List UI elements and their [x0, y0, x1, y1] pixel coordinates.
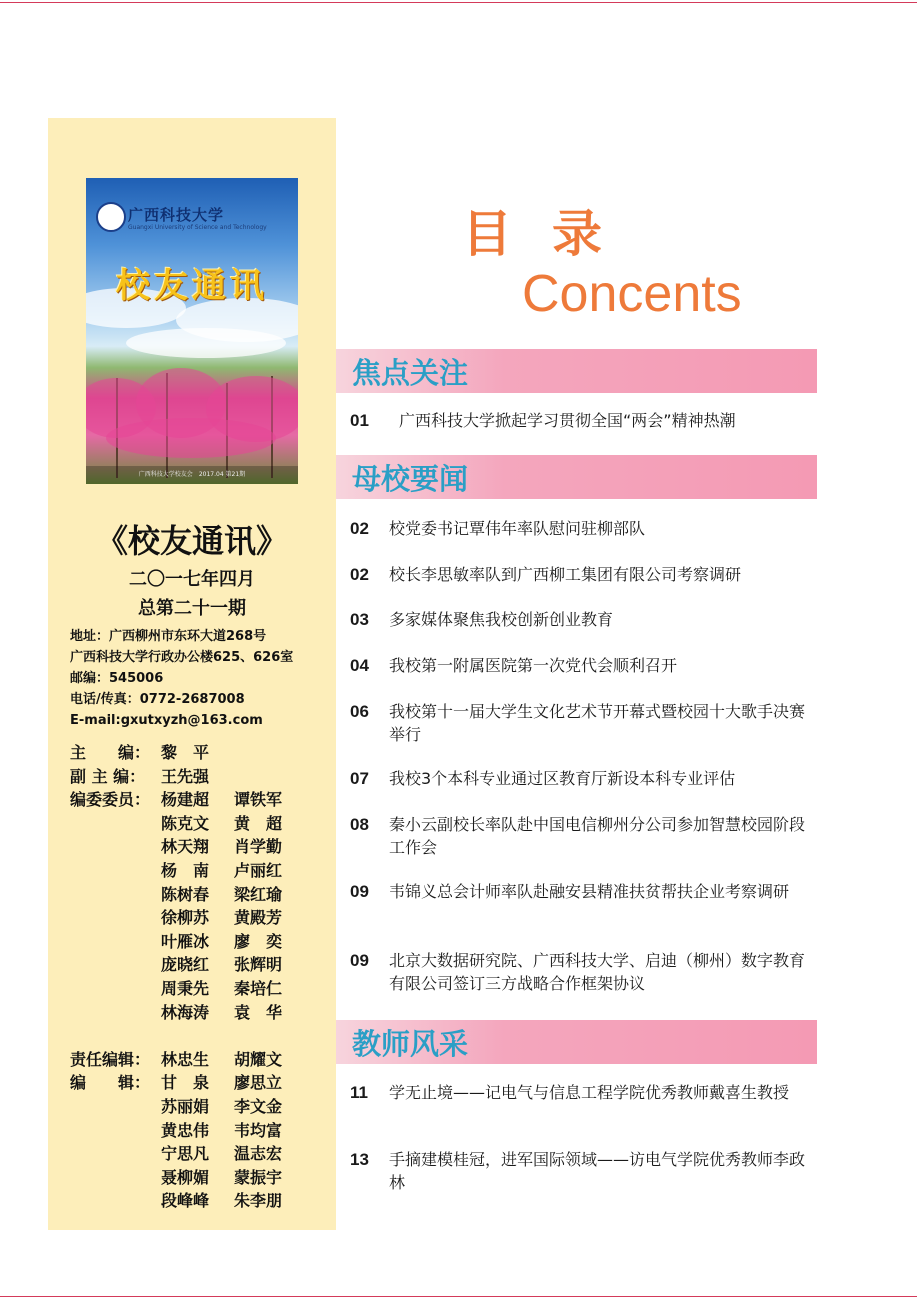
toc-page-number: 07: [350, 769, 369, 788]
toc-item-title: 秦小云副校长率队赴中国电信柳州分公司参加智慧校园阶段工作会: [389, 815, 806, 857]
toc-page-number: 11: [350, 1083, 368, 1102]
section-teacher-profiles: [336, 1020, 817, 1064]
staff-row: 叶雁冰 廖 奕: [161, 931, 283, 951]
staff-row: 庞晓红 张辉明: [161, 955, 283, 975]
cover-school-name: 广西科技大学: [128, 206, 225, 224]
staff-row: 林天翔 肖学勤: [161, 837, 283, 857]
toc-item-title: 校党委书记覃伟年率队慰问驻柳部队: [389, 519, 646, 538]
email: E-mail:gxutxyzh@163.com: [70, 713, 263, 728]
phone: 电话/传真：0772-2687008: [70, 692, 245, 707]
toc-item-title: 我校第十一届大学生文化艺术节开幕式暨校园十大歌手决赛举行: [389, 702, 806, 744]
staff-row: 陈树春 梁红瑜: [161, 884, 283, 904]
contact-info: [70, 626, 332, 731]
issue-date: 二〇一七年四月: [129, 569, 255, 590]
toc-item-title: 广西科技大学掀起学习贯彻全国“两会”精神热潮: [399, 411, 736, 430]
staff-row: 黄忠伟 韦均富: [161, 1120, 283, 1140]
staff-row-spacer: [70, 1023, 332, 1047]
staff-row: 责任编辑： 林忠生 胡耀文: [70, 1049, 283, 1069]
toc-item-title: 韦锦义总会计师率队赴融安县精准扶贫帮扶企业考察调研: [389, 882, 790, 901]
staff-row: 周秉先 秦培仁: [161, 978, 283, 998]
cover-footer: 广西科技大学校友会 2017.04 第21期: [86, 466, 298, 484]
staff-row: 宁思凡 温志宏: [161, 1144, 283, 1164]
address-line-2: 广西科技大学行政办公楼625、626室: [70, 650, 294, 665]
toc-page-number: 08: [350, 815, 369, 834]
address-line-1: 地址：广西柳州市东环大道268号: [70, 629, 267, 644]
toc-page-number: 13: [350, 1150, 369, 1169]
issue-total: 总第二十一期: [138, 598, 246, 619]
cover-image: [86, 178, 298, 484]
toc-page-number: 02: [350, 519, 369, 538]
postcode: 邮编：545006: [70, 671, 164, 686]
staff-row: 编 辑： 甘 泉 廖思立: [70, 1073, 283, 1093]
toc-item-title: 手摘建模桂冠，进军国际领域——访电气学院优秀教师李政林: [389, 1150, 806, 1192]
cover-school-name-en: Guangxi University of Science and Technology: [128, 224, 267, 231]
staff-row: 副 主 编： 王先强: [70, 766, 210, 786]
toc-page-number: 09: [350, 882, 369, 901]
staff-row: 主 编： 黎 平: [70, 743, 210, 762]
toc-item-title: 校长李思敏率队到广西柳工集团有限公司考察调研: [389, 565, 742, 584]
toc-item-title: 多家媒体聚焦我校创新创业教育: [389, 610, 614, 629]
school-logo-icon: [96, 202, 126, 232]
toc-page-number: 06: [350, 702, 369, 721]
toc-item-title: 北京大数据研究院、广西科技大学、启迪（柳州）数字教育有限公司签订三方战略合作框架协议: [389, 951, 806, 993]
staff-row: 聂柳媚 蒙振宇: [161, 1167, 283, 1187]
staff-row: 编委委员： 杨建超 谭铁军: [70, 790, 283, 810]
toc-heading: 目录: [462, 205, 642, 263]
toc-item-title: 我校3个本科专业通过区教育厅新设本科专业评估: [389, 769, 736, 788]
section-focus: [336, 349, 817, 393]
toc-heading-en: Concents: [522, 265, 742, 323]
top-border-line: [0, 2, 917, 3]
toc-page-number: 03: [350, 610, 369, 629]
staff-row: 林海涛 袁 华: [161, 1002, 283, 1022]
toc-item-title: 我校第一附属医院第一次党代会顺利召开: [389, 656, 678, 675]
staff-row: 苏丽娟 李文金: [161, 1096, 283, 1116]
staff-row: 陈克文 黄 超: [161, 813, 283, 833]
toc-page-number: 09: [350, 951, 369, 970]
staff-row: 徐柳苏 黄殿芳: [161, 908, 283, 928]
section-title: 教师风采: [352, 1027, 469, 1061]
section-title: 焦点关注: [352, 356, 469, 390]
magazine-title: 《校友通讯》: [95, 522, 288, 560]
staff-row: 杨 南 卢丽红: [161, 860, 283, 880]
bottom-border-line: [0, 1296, 917, 1297]
staff-list: [70, 740, 332, 1212]
toc-page-number: 01: [350, 411, 369, 430]
toc-page-number: 02: [350, 565, 369, 584]
staff-row: 段峰峰 朱李朋: [161, 1191, 283, 1211]
cover-title: 校友通讯: [116, 266, 268, 306]
toc-item-title: 学无止境——记电气与信息工程学院优秀教师戴喜生教授: [389, 1083, 790, 1102]
section-title: 母校要闻: [352, 462, 469, 496]
sidebar: [48, 118, 336, 1230]
toc-page-number: 04: [350, 656, 369, 675]
section-school-news: [336, 455, 817, 499]
